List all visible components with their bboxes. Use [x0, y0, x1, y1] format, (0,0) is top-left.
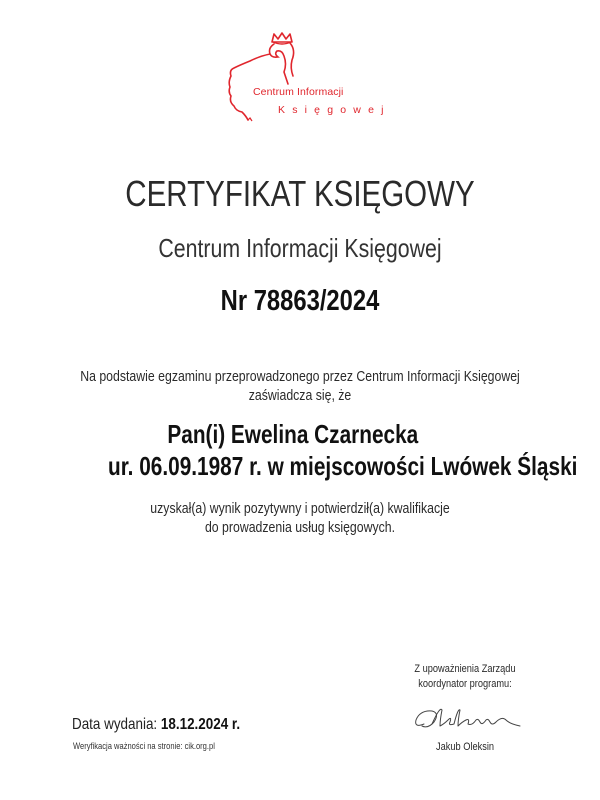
signature-block — [380, 662, 550, 753]
recipient — [60, 418, 578, 482]
certificate-organization: Centrum Informacji Księgowej — [158, 233, 442, 263]
authorization-line-2: koordynator programu: — [418, 678, 512, 690]
handwritten-signature-icon — [410, 702, 530, 736]
intro-line-2: zaświadcza się, że — [248, 387, 352, 404]
result-line-1: uzyskał(a) wynik pozytywny i potwierdził(a) kwalifikacje — [150, 500, 450, 517]
certificate-title: CERTYFIKAT KSIĘGOWY — [125, 173, 475, 214]
logo — [226, 32, 396, 124]
recipient-name: Pan(i) Ewelina Czarnecka — [167, 419, 419, 449]
authorization-caption — [394, 662, 537, 692]
logo-text-line2: Księgowej — [278, 104, 391, 116]
result-line-2: do prowadzenia usług księgowych. — [204, 519, 396, 536]
verification-note: Weryfikacja ważności na stronie: cik.org.pl — [73, 741, 215, 751]
authorization-line-1: Z upoważnienia Zarządu — [414, 663, 516, 675]
certificate-number: Nr 78863/2024 — [220, 285, 380, 317]
recipient-birth-info: ur. 06.09.1987 r. w miejscowości Lwówek Śląski — [108, 451, 578, 481]
intro-text — [54, 367, 546, 405]
intro-line-1: Na podstawie egzaminu przeprowadzonego przez Centrum Informacji Księgowej — [80, 368, 520, 385]
logo-text-line1: Centrum Informacji — [253, 86, 344, 98]
signer-name: Jakub Oleksin — [435, 741, 495, 753]
issue-date-value: 18.12.2024 r. — [160, 716, 241, 733]
result-text — [54, 499, 546, 537]
issue-date-label: Data wydania: — [72, 716, 158, 733]
issue-date-line — [72, 716, 240, 734]
